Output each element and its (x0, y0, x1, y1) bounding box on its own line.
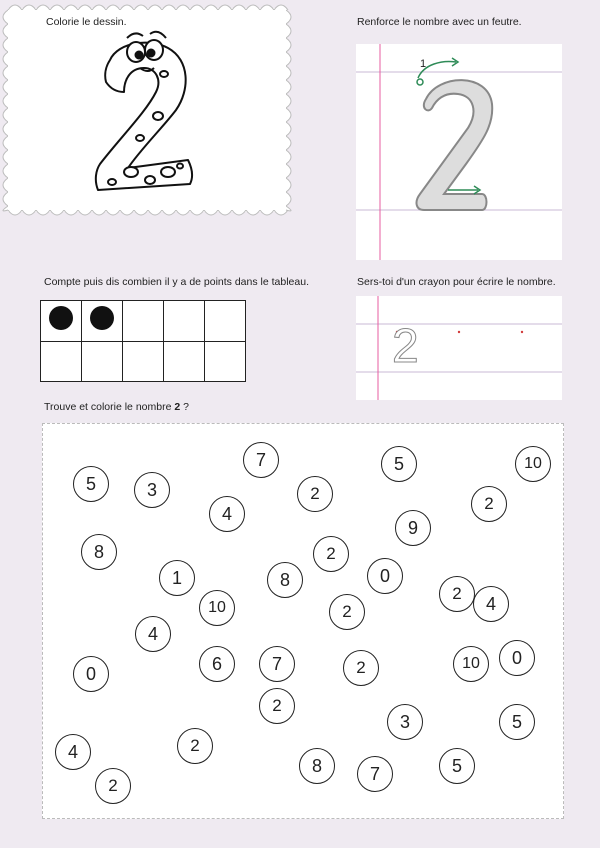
number-circle[interactable]: 8 (299, 748, 335, 784)
number-circle[interactable]: 4 (55, 734, 91, 770)
number-circle[interactable]: 10 (453, 646, 489, 682)
number-circle[interactable]: 6 (199, 646, 235, 682)
number-circle[interactable]: 4 (135, 616, 171, 652)
number-circle[interactable]: 7 (243, 442, 279, 478)
number-circle[interactable]: 8 (81, 534, 117, 570)
trace-panel[interactable] (356, 44, 562, 260)
instruction-color: Colorie le dessin. (46, 16, 127, 28)
number-circle[interactable]: 8 (267, 562, 303, 598)
pencil-writing-panel[interactable] (356, 296, 562, 400)
number-circle[interactable]: 10 (515, 446, 551, 482)
number-circle[interactable]: 4 (209, 496, 245, 532)
number-circle[interactable]: 5 (73, 466, 109, 502)
ten-frame-cell (164, 301, 205, 342)
coloring-frame[interactable] (0, 0, 294, 220)
number-circle[interactable]: 1 (159, 560, 195, 596)
instruction-count: Compte puis dis combien il y a de points dans le tableau. (44, 276, 309, 288)
stroke-order-label: 1 (420, 58, 427, 70)
ten-frame-cell (205, 301, 246, 342)
number-circle[interactable]: 3 (387, 704, 423, 740)
start-dot (458, 331, 460, 333)
number-circle[interactable]: 2 (343, 650, 379, 686)
trace-writing-lines (356, 44, 562, 260)
instruction-find-suffix: ? (180, 401, 189, 413)
number-circle[interactable]: 0 (367, 558, 403, 594)
instruction-find (44, 401, 189, 413)
number-circle[interactable]: 0 (499, 640, 535, 676)
number-circle[interactable]: 2 (95, 768, 131, 804)
ten-frame-cell (41, 301, 82, 342)
coloring-drawing (0, 0, 294, 220)
number-circle[interactable]: 2 (177, 728, 213, 764)
find-number-area (42, 423, 564, 819)
ten-frame-cell (82, 301, 123, 342)
instruction-pencil: Sers-toi d'un crayon pour écrire le nombre. (357, 276, 556, 288)
number-circle[interactable]: 10 (199, 590, 235, 626)
number-circle[interactable]: 4 (473, 586, 509, 622)
instruction-find-text: Trouve et colorie le nombre (44, 401, 175, 413)
instruction-find-number: 2 (174, 401, 181, 413)
number-circle[interactable]: 2 (313, 536, 349, 572)
number-circle[interactable]: 2 (259, 688, 295, 724)
ten-frame-cell (123, 341, 164, 382)
number-circle[interactable]: 0 (73, 656, 109, 692)
number-circle[interactable]: 3 (134, 472, 170, 508)
ten-frame-cell (82, 341, 123, 382)
start-dot (521, 331, 523, 333)
number-circle[interactable]: 5 (439, 748, 475, 784)
ten-frame-cell (205, 341, 246, 382)
model-number: 2 (392, 320, 419, 373)
number-circle[interactable]: 7 (259, 646, 295, 682)
number-circle[interactable]: 7 (357, 756, 393, 792)
ten-frame (40, 300, 246, 382)
number-circle[interactable]: 2 (329, 594, 365, 630)
number-circle[interactable]: 2 (439, 576, 475, 612)
ten-frame-cell (164, 341, 205, 382)
number-circle[interactable]: 5 (381, 446, 417, 482)
pencil-writing-lines (356, 296, 562, 400)
number-circle[interactable]: 5 (499, 704, 535, 740)
instruction-trace: Renforce le nombre avec un feutre. (357, 16, 522, 28)
counter-dot (49, 306, 73, 330)
ten-frame-cell (123, 301, 164, 342)
ten-frame-cell (41, 341, 82, 382)
number-circle[interactable]: 2 (471, 486, 507, 522)
number-circle[interactable]: 9 (395, 510, 431, 546)
counter-dot (90, 306, 114, 330)
number-circle[interactable]: 2 (297, 476, 333, 512)
